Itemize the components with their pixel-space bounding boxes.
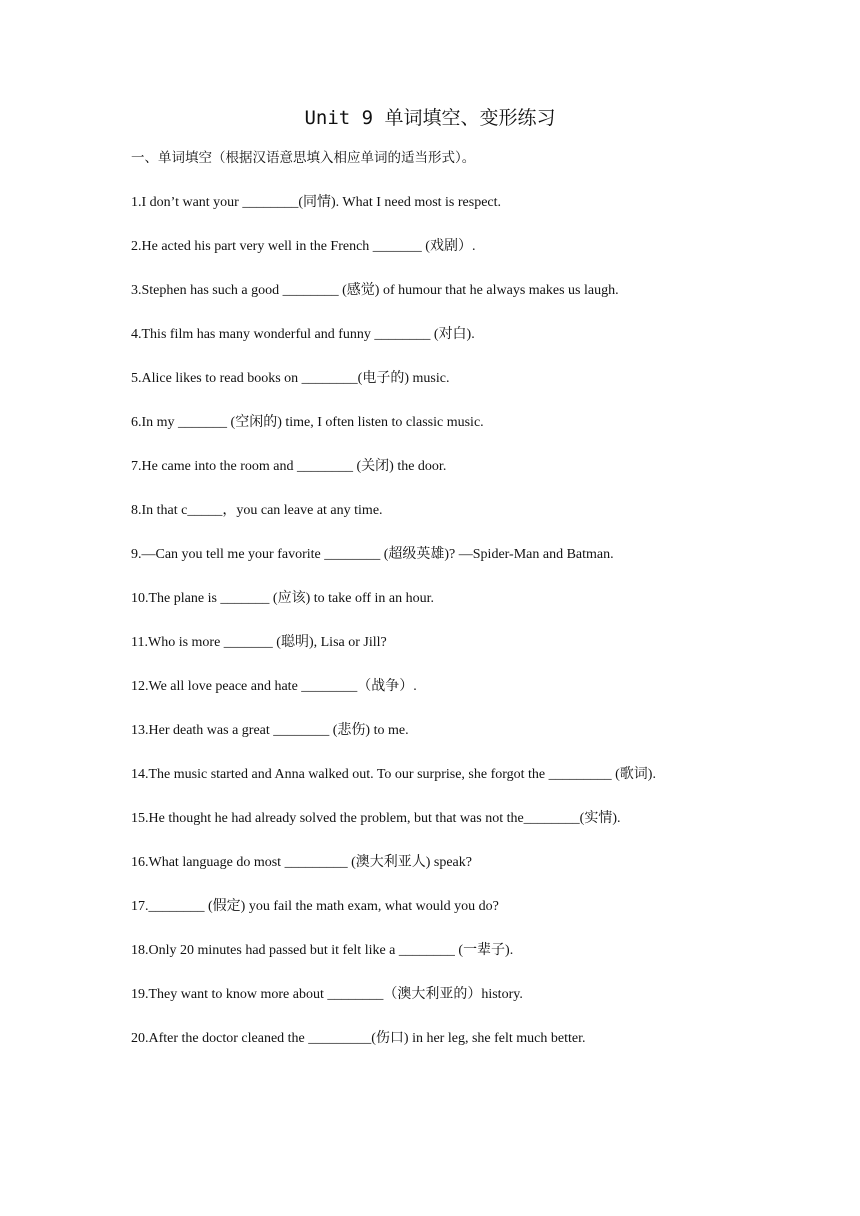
question-item: 10.The plane is _______ (应该) to take off in an hour. [131, 591, 435, 606]
question-list [131, 192, 821, 1072]
question-item: 9.—Can you tell me your favorite ________ (超级英雄)? —Spider-Man and Batman. [131, 547, 614, 562]
section-heading: 一、单词填空（根据汉语意思填入相应单词的适当形式）。 [131, 150, 476, 166]
question-item: 1.I don’t want your ________(同情). What I need most is respect. [131, 195, 502, 210]
question-item: 8.In that c_____，you can leave at any time. [131, 503, 383, 518]
question-item: 4.This film has many wonderful and funny ________ (对白). [131, 327, 475, 342]
question-item: 14.The music started and Anna walked out. To our surprise, she forgot the _________ (歌词). [131, 767, 656, 782]
question-item: 17.________ (假定) you fail the math exam, what would you do? [131, 899, 499, 914]
question-item: 6.In my _______ (空闲的) time, I often listen to classic music. [131, 415, 484, 430]
question-item: 15.He thought he had already solved the problem, but that was not the________(实情). [131, 811, 621, 826]
question-item: 3.Stephen has such a good ________ (感觉) of humour that he always makes us laugh. [131, 283, 619, 298]
question-item: 18.Only 20 minutes had passed but it felt like a ________ (一辈子). [131, 943, 514, 958]
question-item: 16.What language do most _________ (澳大利亚人) speak? [131, 855, 472, 870]
question-item: 19.They want to know more about ________（澳大利亚的）history. [131, 987, 523, 1002]
question-item: 20.After the doctor cleaned the _________(伤口) in her leg, she felt much better. [131, 1031, 586, 1046]
question-item: 7.He came into the room and ________ (关闭) the door. [131, 459, 447, 474]
page-title: Unit 9 单词填空、变形练习 [304, 107, 556, 129]
question-item: 2.He acted his part very well in the French _______ (戏剧）. [131, 239, 476, 254]
question-item: 12.We all love peace and hate ________（战争）. [131, 679, 417, 694]
question-item: 5.Alice likes to read books on ________(电子的) music. [131, 371, 450, 386]
question-item: 13.Her death was a great ________ (悲伤) to me. [131, 723, 409, 738]
question-item: 11.Who is more _______ (聪明), Lisa or Jill? [131, 635, 387, 650]
